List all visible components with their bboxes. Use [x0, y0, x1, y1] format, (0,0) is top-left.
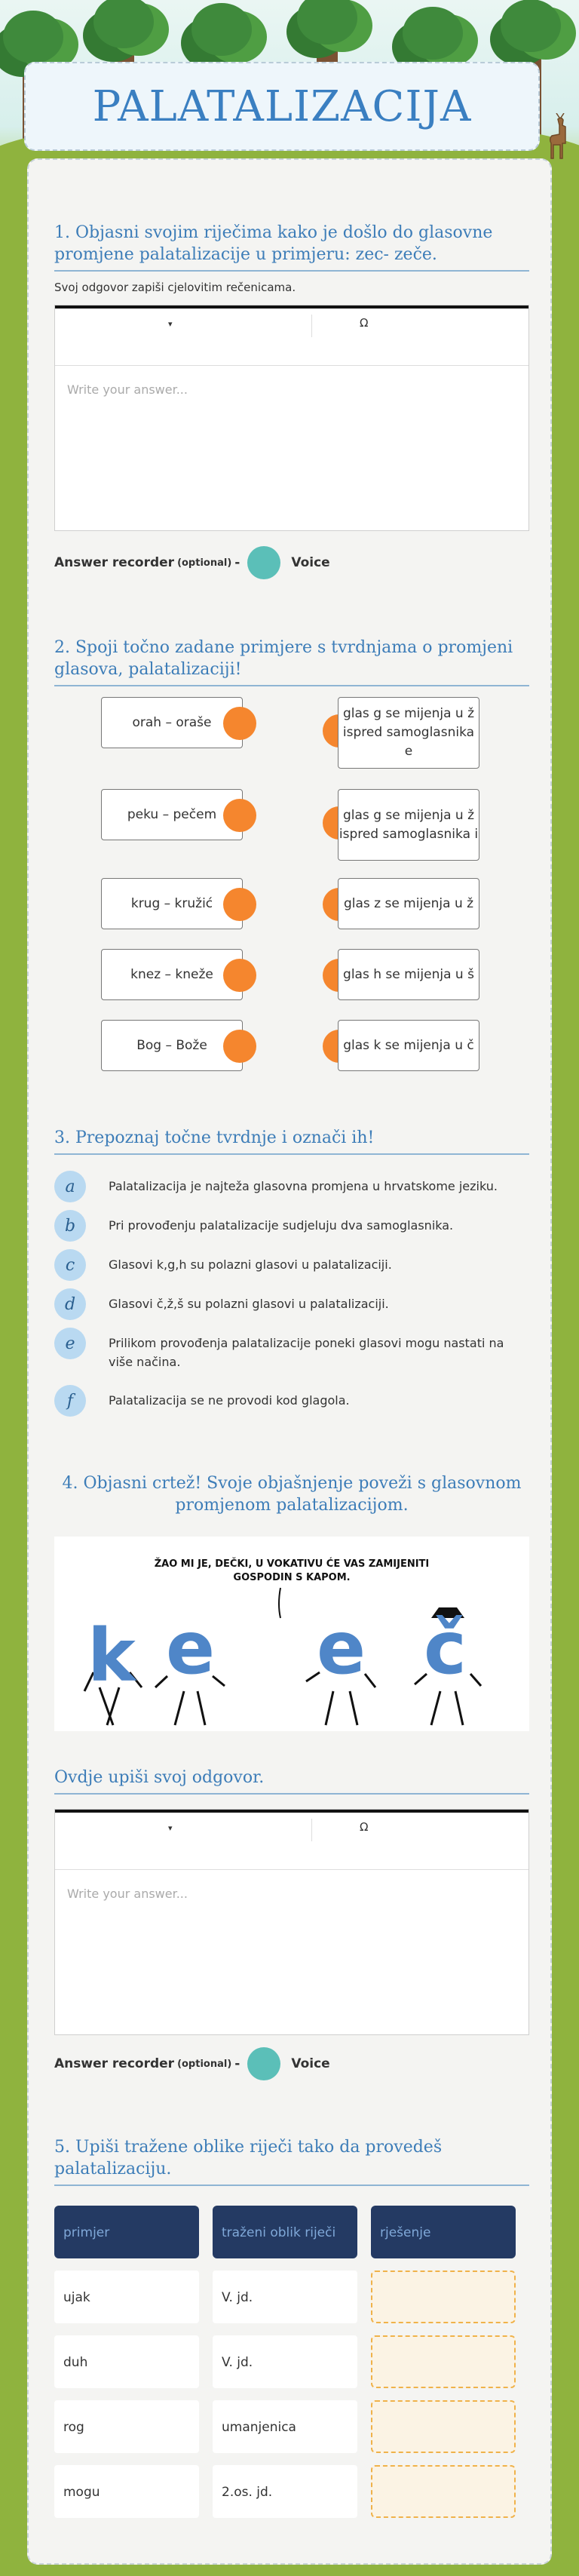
- choice-letter-badge: e: [54, 1328, 86, 1359]
- editor-toolbar: [55, 305, 528, 366]
- answer-recorder-1: [54, 546, 330, 579]
- table-cell-word: mogu: [54, 2465, 199, 2518]
- question-1-instruction: Svoj odgovor zapiši cjelovitim rečenicama.: [54, 281, 296, 294]
- page-title: PALATALIZACIJA: [92, 81, 472, 131]
- table-header-cell: primjer: [54, 2206, 199, 2258]
- comic-letter: č: [424, 1606, 467, 1690]
- table-cell-form: V. jd.: [213, 2335, 357, 2388]
- match-right-item[interactable]: glas g se mijenja u ž ispred samoglasnika e: [338, 697, 479, 769]
- match-connector-dot[interactable]: [223, 888, 256, 921]
- recorder-dash: -: [234, 2056, 240, 2071]
- comic-caption: ŽAO MI JE, DEČKI, U VOKATIVU ĆE VAS ZAMIJENITI GOSPODIN S KAPOM.: [154, 1558, 430, 1583]
- answer-input[interactable]: [371, 2271, 516, 2323]
- choice-letter-badge: f: [54, 1385, 86, 1417]
- match-connector-dot[interactable]: [223, 1030, 256, 1063]
- answer-editor-2[interactable]: [54, 1809, 529, 2035]
- choice-letter-badge: b: [54, 1210, 86, 1242]
- match-right-item[interactable]: glas k se mijenja u č: [338, 1020, 479, 1071]
- match-left-item[interactable]: peku – pečem: [101, 789, 243, 840]
- table-header-cell: traženi oblik riječi: [213, 2206, 357, 2258]
- special-characters-icon[interactable]: Ω: [360, 1820, 369, 1834]
- comic-letter: e: [317, 1606, 366, 1690]
- answer-section-title: Ovdje upiši svoj odgovor.: [54, 1767, 529, 1795]
- table-cell-form: V. jd.: [213, 2271, 357, 2323]
- choice-option[interactable]: [54, 1249, 529, 1281]
- voice-label: Voice: [291, 555, 330, 570]
- choice-letter-badge: a: [54, 1171, 86, 1202]
- title-card: [24, 62, 540, 151]
- choice-text: Palatalizacija je najteža glasovna promjena u hrvatskome jeziku.: [109, 1179, 498, 1193]
- worksheet-card: [27, 158, 552, 2565]
- question-3-title: 3. Prepoznaj točne tvrdnje i označi ih!: [54, 1127, 529, 1155]
- match-left-item[interactable]: krug – kružić: [101, 878, 243, 929]
- deer-icon: [543, 113, 573, 166]
- table-cell-word: rog: [54, 2400, 199, 2453]
- recorder-label: Answer recorder: [54, 555, 175, 570]
- answer-recorder-2: [54, 2047, 330, 2080]
- match-left-item[interactable]: Bog – Bože: [101, 1020, 243, 1071]
- voice-label: Voice: [291, 2056, 330, 2071]
- choice-text: Prilikom provođenja palatalizacije poneki glasovi mogu nastati na više načina.: [109, 1336, 504, 1369]
- match-connector-dot[interactable]: [223, 707, 256, 740]
- recorder-optional: (optional): [177, 557, 232, 569]
- answer-input[interactable]: [371, 2335, 516, 2388]
- comic-image: [54, 1537, 529, 1731]
- choice-text: Pri provođenju palatalizacije sudjeluju dva samoglasnika.: [109, 1218, 454, 1233]
- table-cell-form: umanjenica: [213, 2400, 357, 2453]
- match-connector-dot[interactable]: [223, 959, 256, 992]
- question-2-title: 2. Spoji točno zadane primjere s tvrdnjama o promjeni glasova, palatalizaciji!: [54, 637, 529, 686]
- voice-record-button[interactable]: [247, 2047, 280, 2080]
- choice-option[interactable]: [54, 1288, 529, 1320]
- comic-letter: e: [166, 1606, 216, 1690]
- recorder-optional: (optional): [177, 2058, 232, 2070]
- format-dropdown-icon[interactable]: ▾: [168, 1823, 173, 1833]
- recorder-dash: -: [234, 555, 240, 570]
- choice-letter-badge: c: [54, 1249, 86, 1281]
- choice-option[interactable]: [54, 1328, 529, 1371]
- toolbar-divider: [311, 1819, 312, 1841]
- table-cell-word: ujak: [54, 2271, 199, 2323]
- table-cell-form: 2.os. jd.: [213, 2465, 357, 2518]
- match-connector-dot[interactable]: [223, 799, 256, 832]
- recorder-label: Answer recorder: [54, 2056, 175, 2071]
- choice-text: Glasovi č,ž,š su polazni glasovi u palatalizaciji.: [109, 1297, 389, 1311]
- editor-toolbar: [55, 1810, 528, 1870]
- answer-textarea[interactable]: Write your answer...: [67, 382, 188, 397]
- choice-text: Glasovi k,g,h su polazni glasovi u palatalizaciji.: [109, 1257, 392, 1272]
- match-left-item[interactable]: orah – oraše: [101, 697, 243, 748]
- table-header-cell: rješenje: [371, 2206, 516, 2258]
- choice-option[interactable]: [54, 1171, 529, 1202]
- format-dropdown-icon[interactable]: ▾: [168, 319, 173, 329]
- choice-text: Palatalizacija se ne provodi kod glagola.: [109, 1393, 350, 1408]
- match-left-item[interactable]: knez – kneže: [101, 949, 243, 1000]
- answer-textarea[interactable]: Write your answer...: [67, 1887, 188, 1901]
- choice-letter-badge: d: [54, 1288, 86, 1320]
- match-right-item[interactable]: glas g se mijenja u ž ispred samoglasnika i: [338, 789, 479, 861]
- choice-option[interactable]: [54, 1210, 529, 1242]
- answer-editor-1[interactable]: [54, 305, 529, 531]
- toolbar-divider: [311, 315, 312, 337]
- question-4-title: 4. Objasni crtež! Svoje objašnjenje poveži s glasovnom promjenom palatalizacijom.: [62, 1474, 522, 1515]
- answer-input[interactable]: [371, 2465, 516, 2518]
- voice-record-button[interactable]: [247, 546, 280, 579]
- question-5-title: 5. Upiši tražene oblike riječi tako da provedeš palatalizaciju.: [54, 2136, 529, 2186]
- question-1-title: 1. Objasni svojim riječima kako je došlo do glasovne promjene palatalizacije u primjeru: zec- zeče.: [54, 222, 529, 272]
- match-right-item[interactable]: glas z se mijenja u ž: [338, 878, 479, 929]
- match-right-item[interactable]: glas h se mijenja u š: [338, 949, 479, 1000]
- choice-option[interactable]: [54, 1385, 529, 1417]
- comic-letter: k: [87, 1613, 136, 1698]
- special-characters-icon[interactable]: Ω: [360, 316, 369, 330]
- table-cell-word: duh: [54, 2335, 199, 2388]
- answer-input[interactable]: [371, 2400, 516, 2453]
